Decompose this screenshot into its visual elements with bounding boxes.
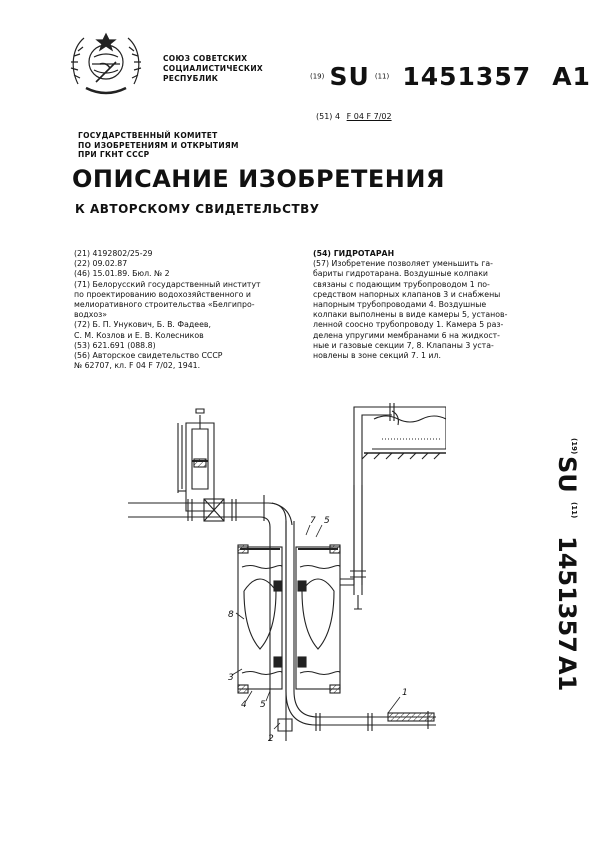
biblio-line: (22) 09.02.87	[74, 259, 128, 269]
committee-line: ГОСУДАРСТВЕННЫЙ КОМИТЕТ	[78, 131, 218, 140]
committee-line: ПО ИЗОБРЕТЕНИЯМ И ОТКРЫТИЯМ	[78, 140, 239, 150]
abstract	[313, 249, 541, 361]
biblio-line: по проектированию водохозяйственного и	[74, 289, 251, 299]
air-chamber-left	[238, 545, 282, 693]
ussr-emblem-icon	[66, 24, 146, 104]
side-patent-number: 1451357	[553, 536, 581, 653]
drawing-label-8: 8	[228, 610, 234, 620]
ipc-classification	[316, 112, 392, 121]
abstract-line: средством напорных клапанов 3 и снабжены	[313, 289, 501, 299]
org-line: СОЦИАЛИСТИЧЕСКИХ	[163, 64, 263, 73]
biblio-line: водхоз»	[74, 310, 108, 320]
drawing-label-4: 4	[241, 700, 247, 710]
ipc-code: F 04 F 7/02	[346, 112, 392, 121]
side-tag-19: (19)	[570, 438, 578, 455]
abstract-line: бариты гидротарана. Воздушные колпаки	[313, 269, 488, 279]
biblio-line: (46) 15.01.89. Бюл. № 2	[74, 269, 170, 279]
patent-number: 1451357	[402, 62, 532, 91]
drawing-label-3: 3	[228, 673, 234, 683]
document-title: ОПИСАНИЕ ИЗОБРЕТЕНИЯ	[72, 165, 445, 193]
drawing-label-5a: 5	[260, 700, 266, 710]
pub-tag-19: (19)	[310, 72, 325, 81]
document-subtitle: К АВТОРСКОМУ СВИДЕТЕЛЬСТВУ	[75, 202, 320, 216]
air-chamber-right	[296, 545, 340, 693]
invention-title: (54) ГИДРОТАРАН	[313, 249, 395, 258]
pub-tag-11: (11)	[374, 72, 390, 81]
publication-number	[310, 62, 591, 91]
abstract-line: напорным трубопроводами 4. Воздушные	[313, 300, 487, 310]
drawing-label-1: 1	[402, 688, 408, 698]
country-code: SU	[329, 62, 370, 91]
kind-code: A1	[552, 62, 591, 91]
biblio-line: С. М. Козлов и Е. В. Колесников	[74, 330, 204, 340]
state-committee	[78, 131, 239, 160]
biblio-line: (21) 4192802/25-29	[74, 249, 153, 258]
drawing-label-5b: 5	[324, 516, 330, 526]
drawing-label-7: 7	[310, 516, 316, 526]
org-line: РЕСПУБЛИК	[163, 74, 219, 83]
abstract-line: связаны с подающим трубопроводом 1 по-	[313, 279, 490, 289]
side-country-code: SU	[553, 456, 581, 493]
issuer-organization	[163, 54, 263, 84]
side-kind-code: A1	[553, 656, 581, 692]
abstract-line: новлены в зоне секций 7. 1 ил.	[313, 351, 441, 361]
abstract-line: ленной соосно трубопроводу 1. Камера 5 раз-	[313, 320, 504, 330]
pressure-valve-assembly	[178, 409, 214, 511]
org-line: СОЮЗ СОВЕТСКИХ	[163, 54, 248, 63]
supply-pipe-upper	[128, 495, 292, 741]
bibliographic-data	[74, 249, 310, 371]
biblio-line: (71) Белорусский государственный институт	[74, 279, 261, 289]
biblio-line: (53) 621.691 (088.8)	[74, 340, 156, 350]
abstract-line: делена упругими мембранами 6 на жидкост-	[313, 330, 500, 340]
biblio-line: мелиоративного строительства «Белгипро-	[74, 300, 255, 310]
delivery-pipe	[350, 403, 398, 609]
committee-line: ПРИ ГКНТ СССР	[78, 150, 150, 159]
biblio-line: (56) Авторское свидетельство СССР	[74, 351, 223, 361]
biblio-line: (72) Б. П. Унукович, Б. В. Фадеев,	[74, 320, 211, 330]
abstract-line: (57) Изобретение позволяет уменьшить га-	[313, 259, 493, 269]
drawing-label-2: 2	[268, 734, 274, 744]
hydraulic-ram-drawing	[128, 395, 446, 750]
abstract-line: колпаки выполнены в виде камеры 5, установ-	[313, 310, 508, 320]
ipc-tag: (51) 4	[316, 112, 341, 121]
side-tag-11: (11)	[570, 502, 578, 519]
biblio-line: № 62707, кл. F 04 F 7/02, 1941.	[74, 361, 201, 371]
abstract-line: ные и газовые секции 7, 8. Клапаны 3 уста-	[313, 340, 494, 350]
side-publication-number	[548, 438, 584, 738]
supply-pipe-lower	[278, 691, 436, 731]
